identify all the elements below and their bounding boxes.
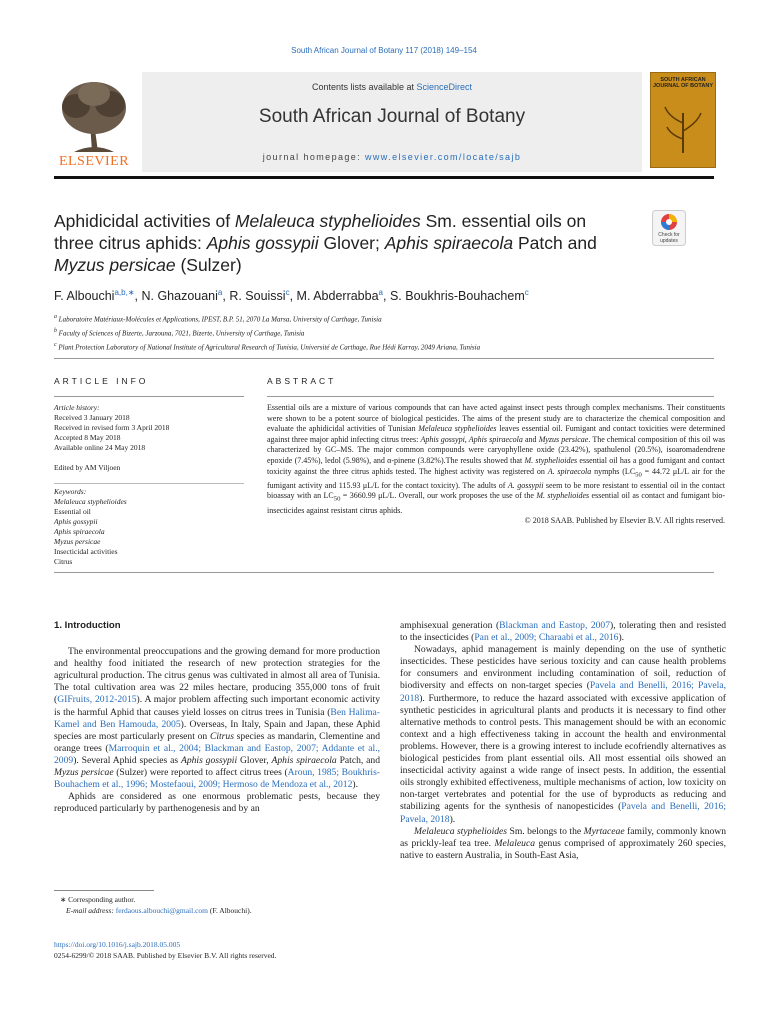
corresponding-author-label: Corresponding author. bbox=[68, 895, 136, 904]
reference-link[interactable]: Marroquin et al., 2004; Blackman and Eastop, 2007; Addante et al., 2009 bbox=[54, 742, 380, 766]
affiliation bbox=[54, 326, 694, 340]
abstract-heading: ABSTRACT bbox=[267, 376, 337, 386]
keyword: Essential oil bbox=[54, 507, 91, 516]
elsevier-wordmark: ELSEVIER bbox=[58, 154, 130, 169]
author-name[interactable]: R. Souissi bbox=[229, 289, 286, 304]
affiliation bbox=[54, 312, 694, 326]
history-label: Article history: bbox=[54, 403, 100, 412]
author-name[interactable]: M. Abderrabba bbox=[296, 289, 379, 304]
paragraph: Nowadays, aphid management is mainly depending on the use of synthetic insecticides. These pesticides have serious toxicity and can cause health problems for consumers and environment including contamination of soil, reduction of biodiversity and effects on non-target species (Pavela and Benelli, 2016; Pavela, 2018). Furthermore, to reduce the hazard associated with excessive application of synthetic pesticides in agricultural plants and products it is necessary to find other alternative methods to control pests. This management should be with an economic context and a high effectiveness taking in account the health and environmental problems. However, there is a growing interest to include ecofriendly alternatives as biological pesticides from plant essential oils. All most essential oils showed an insecticidal activity against a wide range of insect pests. In addition, the essential oils strongly exhibited effectiveness, multiple mechanisms of action, low toxicity on non-target vertebrates and potential for the use of byproducts as reducing and stabilizing agents for the synthesis of nanopesticides (Pavela and Benelli, 2016; Pavela, 2018). bbox=[400, 644, 726, 825]
reference-link[interactable]: GIFruits, 2012-2015 bbox=[57, 694, 137, 706]
cover-title: SOUTH AFRICAN JOURNAL OF BOTANY bbox=[653, 77, 713, 89]
sciencedirect-link[interactable]: ScienceDirect bbox=[416, 82, 473, 92]
author-name[interactable]: S. Boukhris-Bouhachem bbox=[389, 289, 525, 304]
contents-line bbox=[142, 82, 642, 92]
history-item: Accepted 8 May 2018 bbox=[54, 433, 121, 442]
divider bbox=[54, 358, 714, 359]
paragraph: amphisexual generation (Blackman and Eastop, 2007), tolerating then and resisted to the insecticides (Pan et al., 2009; Charaabi et al., 2016). bbox=[400, 620, 726, 644]
keywords-label: Keywords: bbox=[54, 487, 87, 496]
header-divider bbox=[54, 176, 714, 179]
affiliation bbox=[54, 340, 694, 354]
homepage-link[interactable]: www.elsevier.com/locate/sajb bbox=[365, 152, 522, 162]
email-suffix: (F. Albouchi). bbox=[208, 905, 252, 915]
divider bbox=[54, 572, 714, 573]
author-separator: , bbox=[383, 289, 390, 304]
keyword: Insecticidal activities bbox=[54, 547, 118, 556]
history-item: Received 3 January 2018 bbox=[54, 413, 130, 422]
reference-link[interactable]: Blackman and Eastop, 2007 bbox=[499, 620, 611, 631]
abstract-body: Essential oils are a mixture of various compounds that can have acted against insect pests through complex mechanisms. Their constituents were shown to be a potent source of biological pesticides. The aims of the present study are to characterize the chemical composition and evaluate the aphidicidal activities of Tunisian Melaleuca styphelioides leaves essential oil. Fumigant and contact toxicities were determined against three major aphid infecting citrus trees: Aphis gossypi, Aphis spiraecola and Myzus persicae. The chemical composition of this oil was characterized by GC–MS. The major common compounds were caryophyllene oxide (23.42%), spathulenol (20.5%), isoaromadendrene epoxide (7.45%), ledol (5.98%), and α-pinene (3.82%).The results showed that M. styphelioides essential oil has a good fumigant and contact toxicity against the three citrus aphids tested. The highest activity was registered on A. spiraecola nymphs ($LC_{50} = 44.72$ μL/L air for the fumigant activity and 115.93 μL/L for the contact toxicity). The adults of A. gossypii seem to be more resistant to essential oil in the contact bioassay with an $LC_{50} = 3660.99$ μL/L. Overall, our work proposes the use of the M. styphelioides essential oil as contact and fumigant bio-insecticides against resistant citrus aphids. © 2018 SAAB. Published by Elsevier B.V. All rights reserved. bbox=[267, 403, 726, 526]
paragraph: The environmental preoccupations and the growing demand for more production and healthy food initiated the research of new protection strategies for the agricultural production. The citrus genus was cultivated in almost all area of Tunisia. The total cultivation area was 22 miles hectare, producing 355,000 tons of fruit (GIFruits, 2012-2015). A major problem affecting such important economic activity is the harmful Aphid that causes yield losses on citrus trees in Tunisia (Ben Halima-Kamel and Ben Hamouda, 2005). Overseas, In Italy, Spain and Japan, these Aphid species are most particularly present on Citrus species as mandarin, Clementine and orange trees (Marroquin et al., 2004; Blackman and Eastop, 2007; Addante et al., 2009). Several Aphid species as Aphis gossypii Glover, Aphis spiraecola Patch, and Myzus persicae (Sulzer) were reported to affect citrus trees (Aroun, 1985; Boukhris-Bouhachem et al., 1996; Mostefaoui, 2009; Hermoso de Mendoza et al., 2012). bbox=[54, 646, 381, 791]
author-affiliation-marker[interactable]: a bbox=[378, 288, 383, 297]
email-label: E-mail address: bbox=[66, 905, 116, 915]
author-affiliation-marker[interactable]: a bbox=[217, 288, 223, 297]
affiliation-text: Laboratoire Matériaux-Molécules et Applications, IPEST, B.P. 51, 2070 La Marsa, University of Carthage, Tunisia bbox=[58, 315, 382, 324]
journal-cover-thumbnail[interactable] bbox=[650, 72, 716, 168]
author-separator: , bbox=[222, 289, 230, 304]
journal-banner bbox=[142, 72, 642, 172]
divider bbox=[54, 396, 244, 397]
affiliation-marker: b bbox=[54, 327, 57, 334]
paragraph: Melaleuca styphelioides Sm. belongs to the Myrtaceae family, commonly known as prickly-leaf tea tree. Melaleuca genus comprised of approximately 260 species, native to eastern Australia, in South-East Asia, bbox=[400, 825, 726, 861]
check-for-updates-label[interactable]: Check for updates bbox=[658, 232, 680, 244]
author-affiliation-marker[interactable]: c bbox=[524, 288, 529, 297]
history-item: Received in revised form 3 April 2018 bbox=[54, 423, 170, 432]
keyword: Aphis spiraecola bbox=[54, 527, 105, 536]
section-heading: 1. Introduction bbox=[54, 620, 121, 631]
keywords-list bbox=[54, 497, 244, 567]
cover-plant-illustration bbox=[661, 103, 705, 153]
email-link[interactable]: ferdaous.albouchi@gmail.com bbox=[115, 905, 209, 915]
divider bbox=[267, 396, 714, 397]
affiliation-marker: a bbox=[54, 314, 57, 320]
author-affiliation-marker[interactable]: a,b,∗ bbox=[114, 288, 135, 297]
reference-link[interactable]: Ben Halima-Kamel and Ben Hamouda, 2005 bbox=[54, 706, 381, 730]
keyword: Myzus persicae bbox=[54, 537, 101, 546]
author-name[interactable]: N. Ghazouani bbox=[141, 289, 218, 304]
issn-line: 0254-6299/© 2018 SAAB. Published by Elsevier B.V. All rights reserved. bbox=[54, 950, 277, 960]
journal-citation[interactable]: South African Journal of Botany 117 (2018) 149–154 bbox=[291, 46, 477, 55]
edited-by: Edited by AM Viljoen bbox=[54, 463, 121, 472]
body-column-right bbox=[400, 620, 726, 862]
article-title: Aphidicidal activities of Melaleuca styphelioides Sm. essential oils on three citrus aphids: Aphis gossypii Glover; Aphis spiraecola Patch and Myzus persicae (Sulzer) bbox=[54, 211, 597, 275]
footnote bbox=[60, 895, 380, 916]
author-list bbox=[54, 288, 694, 303]
article-info bbox=[54, 403, 244, 567]
reference-link[interactable]: Pavela and Benelli, 2016; Pavela, 2018 bbox=[400, 801, 726, 825]
history-list bbox=[54, 413, 244, 453]
article-info-heading: ARTICLE INFO bbox=[54, 376, 149, 386]
journal-title: South African Journal of Botany bbox=[258, 106, 526, 127]
contents-prefix: Contents lists available at bbox=[311, 82, 417, 92]
body-column-left bbox=[54, 620, 380, 815]
paragraph: Aphids are considered as one enormous problematic pests, because they reproduced particularly by parthenogenesis and by an bbox=[54, 791, 380, 815]
author-affiliation-marker[interactable]: c bbox=[285, 288, 290, 297]
affiliation-text: Plant Protection Laboratory of National Institute of Agricultural Research of Tunisia, Université de Carthage, Rue Hédi Karray, 2049 Ariana, Tunisia bbox=[58, 342, 481, 351]
footnote-marker: ∗ bbox=[60, 895, 67, 904]
homepage-line bbox=[142, 152, 642, 162]
doi-block bbox=[54, 940, 276, 961]
author-separator: , bbox=[134, 289, 142, 304]
abstract-copyright: © 2018 SAAB. Published by Elsevier B.V. All rights reserved. bbox=[524, 516, 725, 526]
keyword: Citrus bbox=[54, 557, 73, 566]
reference-link[interactable]: Aroun, 1985; Boukhris-Bouhachem et al., 1996; Mostefaoui, 2009; Hermoso de Mendoza et al., 2012 bbox=[54, 767, 380, 791]
reference-link[interactable]: Pan et al., 2009; Charaabi et al., 2016 bbox=[474, 632, 619, 644]
author-separator: , bbox=[289, 289, 297, 304]
affiliation-text: Faculty of Sciences of Bizerte, Jarzouna, 7021, Bizerte, University of Carthage, Tunisia bbox=[58, 329, 305, 338]
affiliation-marker: c bbox=[54, 341, 57, 348]
doi-link[interactable]: https://doi.org/10.1016/j.sajb.2018.05.005 bbox=[54, 940, 181, 949]
history-item: Available online 24 May 2018 bbox=[54, 443, 146, 452]
reference-link[interactable]: Pavela and Benelli, 2016; Pavela, 2018 bbox=[400, 680, 726, 704]
affiliations bbox=[54, 312, 694, 353]
footnote-divider bbox=[54, 890, 154, 891]
keyword: Melaleuca styphelioides bbox=[54, 497, 127, 506]
homepage-prefix: journal homepage: bbox=[262, 152, 365, 162]
author-name[interactable]: F. Albouchi bbox=[54, 289, 115, 304]
keyword: Aphis gossypii bbox=[54, 517, 98, 526]
journal-header bbox=[54, 72, 714, 172]
